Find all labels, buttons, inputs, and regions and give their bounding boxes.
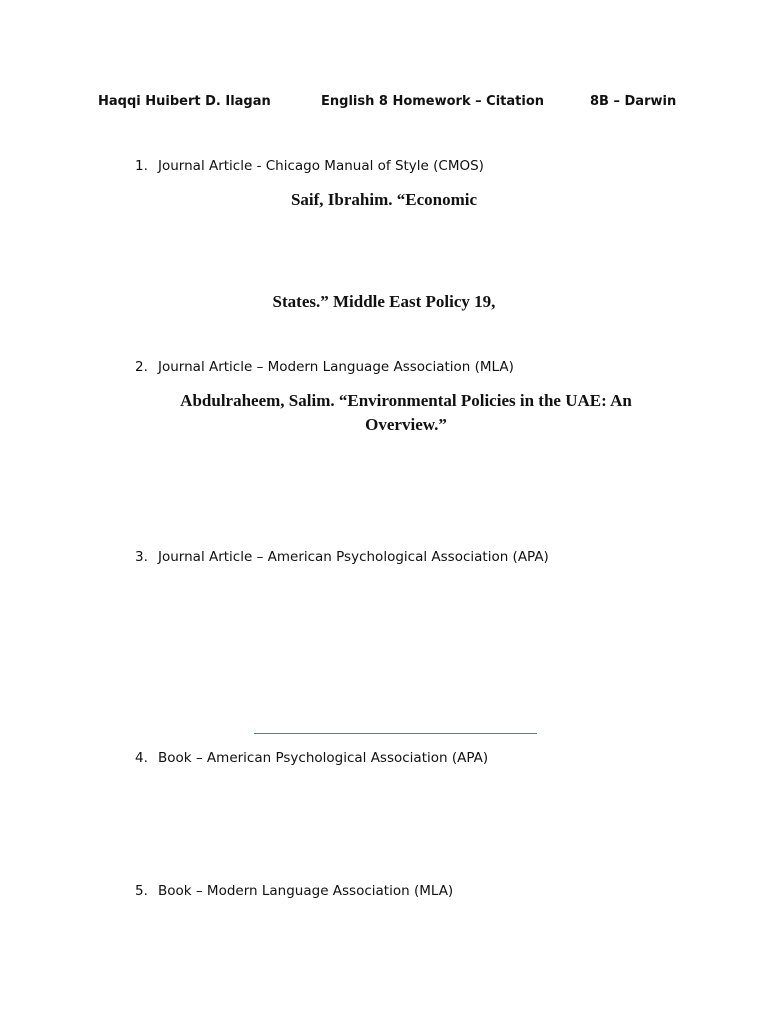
list-item-4 <box>135 750 488 766</box>
list-label: Book – American Psychological Association (APA) <box>158 750 489 766</box>
list-label: Journal Article - Chicago Manual of Style (CMOS) <box>158 158 484 174</box>
list-number: 3. <box>135 549 148 565</box>
list-number: 4. <box>135 750 148 766</box>
assignment-title: English 8 Homework – Citation <box>321 94 545 109</box>
list-label: Book – Modern Language Association (MLA) <box>158 883 454 899</box>
list-number: 5. <box>135 883 148 899</box>
list-label: Journal Article – Modern Language Association (MLA) <box>158 359 514 375</box>
list-item-1 <box>135 158 484 174</box>
mla-citation: Abdulraheem, Salim. “Environmental Policies in the UAE: An Overview.” <box>180 391 632 434</box>
cmos-citation-line-2: States.” Middle East Policy 19, <box>272 292 496 311</box>
class-section: 8B – Darwin <box>590 94 677 109</box>
cmos-citation-line-1: Saif, Ibrahim. “Economic <box>290 190 478 209</box>
list-item-2 <box>135 359 514 375</box>
list-item-5 <box>135 883 453 899</box>
horizontal-rule <box>254 733 537 734</box>
list-label: Journal Article – American Psychological Association (APA) <box>158 549 549 565</box>
list-number: 2. <box>135 359 148 375</box>
list-number: 1. <box>135 158 148 174</box>
student-name: Haqqi Huibert D. Ilagan <box>98 94 271 109</box>
list-item-3 <box>135 549 549 565</box>
